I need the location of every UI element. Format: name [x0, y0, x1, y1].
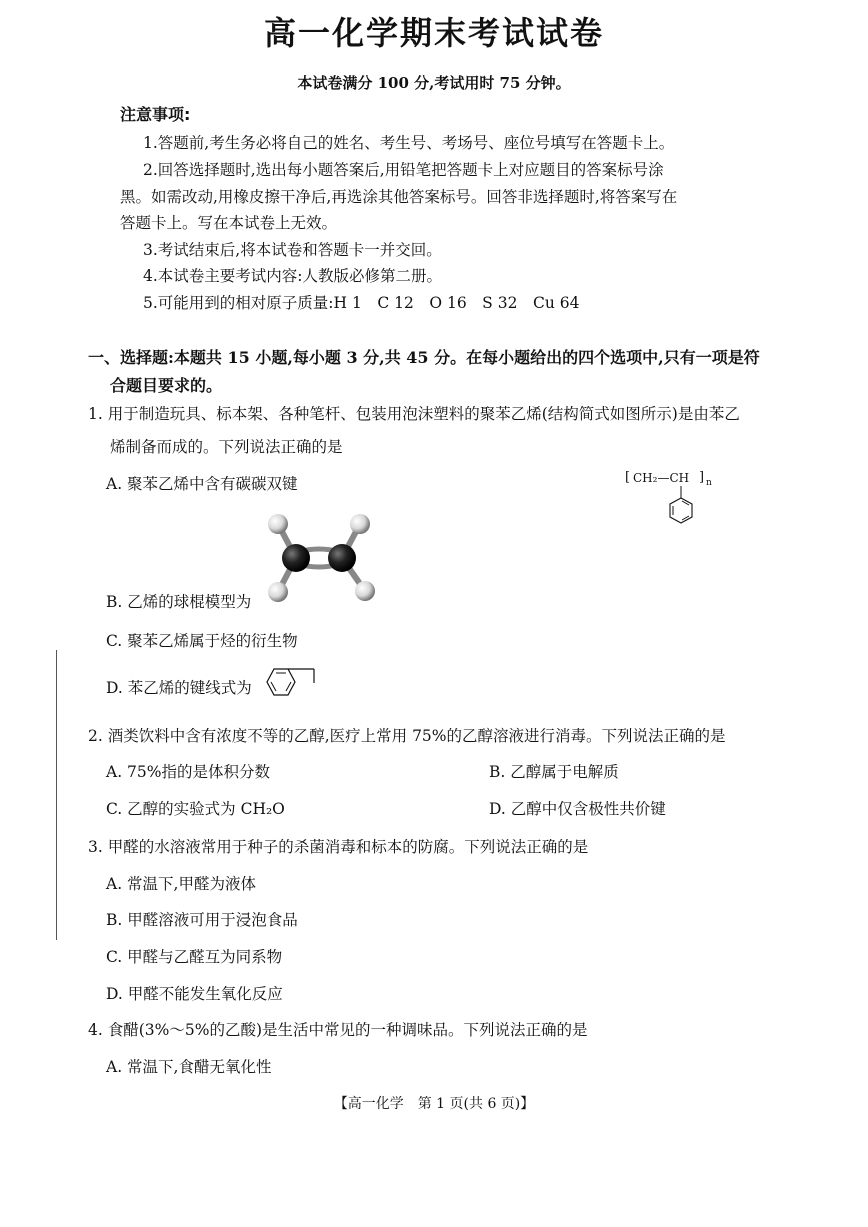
- notice-heading: 注意事项:: [120, 105, 191, 124]
- question-1-option-a: A. 聚苯乙烯中含有碳碳双键: [106, 475, 298, 493]
- question-1-option-b: B. 乙烯的球棍模型为: [106, 593, 252, 611]
- question-2-option-d: D. 乙醇中仅含极性共价键: [489, 800, 666, 818]
- notice-line: 2.回答选择题时,选出每小题答案后,用铅笔把答题卡上对应题目的答案标号涂: [143, 161, 664, 179]
- question-1-stem: 烯制备而成的。下列说法正确的是: [110, 438, 343, 456]
- exam-title: 高一化学期末考试试卷: [263, 14, 604, 52]
- question-2-stem: 2. 酒类饮料中含有浓度不等的乙醇,医疗上常用 75%的乙醇溶液进行消毒。下列说法正确的是: [88, 727, 726, 745]
- question-1-option-c: C. 聚苯乙烯属于烃的衍生物: [106, 632, 298, 650]
- section-heading: 一、选择题:本题共 15 小题,每小题 3 分,共 45 分。在每小题给出的四个选项中,只有一项是符: [88, 348, 760, 367]
- question-1-stem: 1. 用于制造玩具、标本架、各种笔杆、包装用泡沫塑料的聚苯乙烯(结构简式如图所示)是由苯乙: [88, 405, 740, 423]
- question-4-stem: 4. 食醋(3%～5%的乙酸)是生活中常见的一种调味品。下列说法正确的是: [88, 1021, 588, 1039]
- question-3-option-b: B. 甲醛溶液可用于浸泡食品: [106, 911, 298, 929]
- ethylene-ball-stick-model-icon: [258, 508, 388, 608]
- notice-line: 3.考试结束后,将本试卷和答题卡一并交回。: [143, 241, 442, 259]
- styrene-skeletal-formula-icon: [262, 665, 322, 705]
- question-3-stem: 3. 甲醛的水溶液常用于种子的杀菌消毒和标本的防腐。下列说法正确的是: [88, 838, 589, 856]
- polystyrene-formula-text: CH₂—CH: [633, 471, 690, 485]
- question-4-option-a: A. 常温下,食醋无氧化性: [106, 1058, 272, 1076]
- question-2-option-a: A. 75%指的是体积分数: [106, 763, 270, 781]
- benzene-ring-icon: [625, 470, 715, 535]
- notice-line: 5.可能用到的相对原子质量:H 1 C 12 O 16 S 32 Cu 64: [143, 294, 580, 312]
- question-2-option-b: B. 乙醇属于电解质: [489, 763, 619, 781]
- question-3-option-c: C. 甲醛与乙醛互为同系物: [106, 948, 283, 966]
- notice-line: 黑。如需改动,用橡皮擦干净后,再选涂其他答案标号。回答非选择题时,将答案写在: [120, 188, 678, 206]
- notice-line: 答题卡上。写在本试卷上无效。: [120, 214, 338, 232]
- page-footer: 【高一化学 第 1 页(共 6 页)】: [333, 1096, 535, 1112]
- question-3-option-a: A. 常温下,甲醛为液体: [106, 875, 256, 893]
- notice-line: 4.本试卷主要考试内容:人教版必修第二册。: [143, 267, 443, 285]
- notice-line: 1.答题前,考生务必将自己的姓名、考生号、考场号、座位号填写在答题卡上。: [143, 134, 675, 152]
- scan-margin-line: [56, 650, 57, 940]
- section-heading: 合题目要求的。: [110, 376, 223, 395]
- exam-subtitle: 本试卷满分 100 分,考试用时 75 分钟。: [297, 74, 571, 92]
- polystyrene-structure: [ CH₂—CH ] n: [625, 470, 715, 535]
- question-1-option-d: D. 苯乙烯的键线式为: [106, 679, 252, 697]
- polystyrene-subscript: n: [706, 478, 712, 488]
- question-2-option-c: C. 乙醇的实验式为 CH₂O: [106, 800, 285, 818]
- question-3-option-d: D. 甲醛不能发生氧化反应: [106, 985, 283, 1003]
